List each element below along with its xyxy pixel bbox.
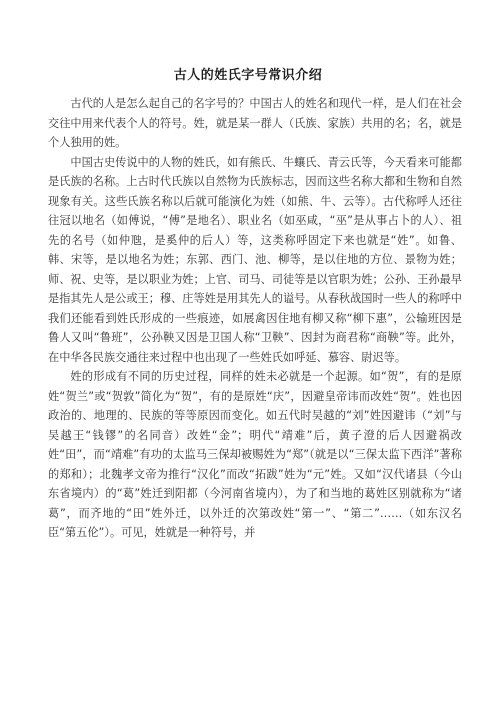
paragraph: 古代的人是怎么起自己的名字号的？中国古人的姓名和现代一样，是人们在社会交往中用来代表个人的符号。姓，就是某一群人（氏族、家族）共用的名；名，就是个人独用的姓。 [48,97,462,149]
document-title: 古人的姓氏字号常识介绍 [173,68,323,83]
document-body [48,94,462,543]
paragraph: 姓的形成有不同的历史过程，同样的姓未必就是一个起源。如“贺”，有的是原姓“贺兰”或“贺敦”简化为“贺”，有的是原姓“庆”，因避皇帝讳而改姓“贺”。姓也因政治的、地理的、民族的等等原因而变化。如五代时吴越的“刘”姓因避讳（“刘”与吴越王“钱镠”的名同音）改姓“金”；明代“靖难”后，黄子澄的后人因避祸改姓“田”，而“靖难”有功的太监马三保却被赐姓为“郑”（就是以“三保太监下西洋”著称的郑和）；北魏孝文帝为推行“汉化”而改“拓跋”姓为“元”姓。又如“汉代诸县（今山东省境内）的“葛”姓迁到阳都（今河南省境内），为了和当地的葛姓区别就称为“诸葛”，而齐地的“田”姓外迁，以外迁的次第改姓“第一”、“第二”……（如东汉名臣“第五伦”）。可见，姓就是一种符号，并 [48,370,462,539]
paragraph: 中国古史传说中的人物的姓氏，如有熊氏、牛蠰氏、青云氏等，今天看来可能都是氏族的名称。上古时代氏族以自然物为氏族标志，因而这些名称大都和生物和自然现象有关。这些氏族名称以后就可能演化为姓（如熊、牛、云等）。古代称呼人还往往冠以地名（如傅说，“傅”是地名）、职业名（如巫咸，“巫”是从事占卜的人）、祖先的名号（如仲虺，是奚仲的后人）等，这类称呼固定下来也就是“姓”。如鲁、韩、宋等，是以地名为姓；东郭、西门、池、柳等，是以住地的方位、景物为姓；师、祝、史等，是以职业为姓；上官、司马、司徒等是以官职为姓；公孙、王孙最早是指其先人是公或王；穆、庄等姓是用其先人的谥号。从春秋战国时一些人的称呼中我们还能看到姓氏形成的一些痕迹，如展禽因住地有柳又称“柳下惠”，公输班因是鲁人又叫“鲁班”，公孙鞅又因是卫国人称“卫鞅”、因封为商君称“商鞅”等。此外，在中华各民族交通往来过程中也出现了一些姓氏如呼延、慕容、尉迟等。 [48,155,462,364]
